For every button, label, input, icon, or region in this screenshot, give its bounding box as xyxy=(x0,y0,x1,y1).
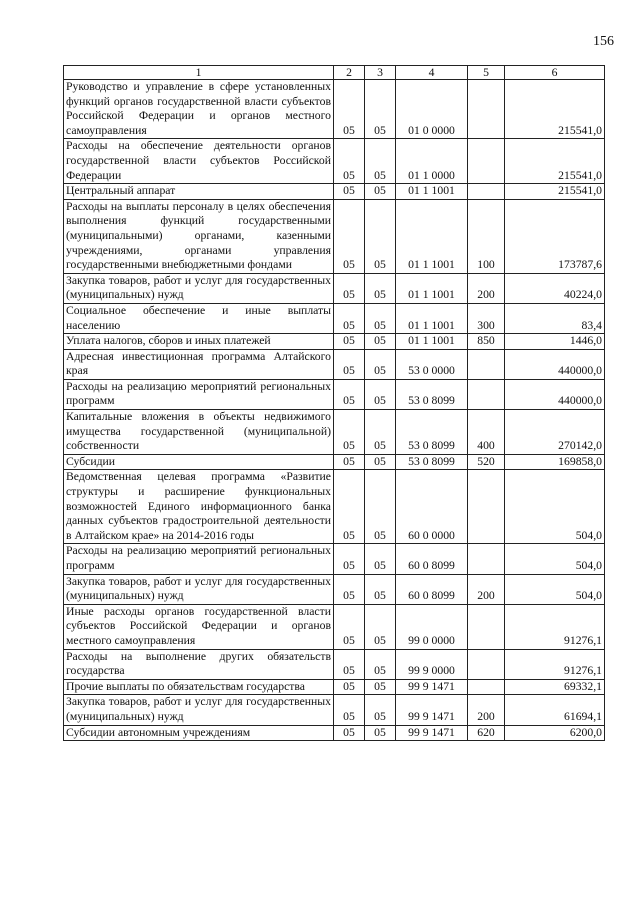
target-article-code: 60 0 0000 xyxy=(396,470,468,544)
header-cell-2: 2 xyxy=(334,66,365,80)
table-row xyxy=(64,199,605,273)
target-article-code: 01 1 1001 xyxy=(396,334,468,350)
section-code: 05 xyxy=(334,199,365,273)
amount: 215541,0 xyxy=(505,139,605,184)
target-article-code: 99 0 0000 xyxy=(396,604,468,649)
table-row xyxy=(64,679,605,695)
row-name: Расходы на выполнение других обязательств государства xyxy=(64,649,334,679)
subsection-code: 05 xyxy=(365,80,396,139)
expense-type-code: 100 xyxy=(468,199,505,273)
row-name: Прочие выплаты по обязательствам государства xyxy=(64,679,334,695)
subsection-code: 05 xyxy=(365,410,396,455)
amount: 169858,0 xyxy=(505,454,605,470)
page-number: 156 xyxy=(593,34,614,49)
expense-type-code: 200 xyxy=(468,273,505,303)
expense-type-code: 200 xyxy=(468,574,505,604)
subsection-code: 05 xyxy=(365,544,396,574)
table-row xyxy=(64,695,605,725)
table-row xyxy=(64,184,605,200)
subsection-code: 05 xyxy=(365,334,396,350)
header-cell-6: 6 xyxy=(505,66,605,80)
row-name: Расходы на обеспечение деятельности органов государственной власти субъектов Российской Федерации xyxy=(64,139,334,184)
section-code: 05 xyxy=(334,695,365,725)
table-row xyxy=(64,139,605,184)
table-row xyxy=(64,470,605,544)
subsection-code: 05 xyxy=(365,695,396,725)
expense-type-code: 300 xyxy=(468,303,505,333)
section-code: 05 xyxy=(334,334,365,350)
target-article-code: 01 1 1001 xyxy=(396,303,468,333)
row-name: Капитальные вложения в объекты недвижимого имущества государственной (муниципальной) собственности xyxy=(64,410,334,455)
expense-type-code: 200 xyxy=(468,695,505,725)
subsection-code: 05 xyxy=(365,184,396,200)
row-name: Иные расходы органов государственной власти субъектов Российской Федерации и органов местного самоуправления xyxy=(64,604,334,649)
subsection-code: 05 xyxy=(365,679,396,695)
expense-type-code xyxy=(468,184,505,200)
amount: 69332,1 xyxy=(505,679,605,695)
expense-type-code xyxy=(468,80,505,139)
amount: 173787,6 xyxy=(505,199,605,273)
row-name: Расходы на реализацию мероприятий региональных программ xyxy=(64,544,334,574)
table-row xyxy=(64,604,605,649)
target-article-code: 99 9 1471 xyxy=(396,679,468,695)
target-article-code: 99 9 1471 xyxy=(396,695,468,725)
subsection-code: 05 xyxy=(365,470,396,544)
row-name: Субсидии xyxy=(64,454,334,470)
target-article-code: 53 0 8099 xyxy=(396,454,468,470)
table-row xyxy=(64,410,605,455)
target-article-code: 60 0 8099 xyxy=(396,574,468,604)
expense-type-code: 520 xyxy=(468,454,505,470)
table-row xyxy=(64,454,605,470)
target-article-code: 60 0 8099 xyxy=(396,544,468,574)
row-name: Закупка товаров, работ и услуг для государственных (муниципальных) нужд xyxy=(64,574,334,604)
section-code: 05 xyxy=(334,139,365,184)
section-code: 05 xyxy=(334,679,365,695)
section-code: 05 xyxy=(334,273,365,303)
subsection-code: 05 xyxy=(365,139,396,184)
amount: 270142,0 xyxy=(505,410,605,455)
expense-type-code xyxy=(468,544,505,574)
subsection-code: 05 xyxy=(365,604,396,649)
row-name: Закупка товаров, работ и услуг для государственных (муниципальных) нужд xyxy=(64,273,334,303)
amount: 40224,0 xyxy=(505,273,605,303)
section-code: 05 xyxy=(334,410,365,455)
amount: 6200,0 xyxy=(505,725,605,741)
amount: 504,0 xyxy=(505,574,605,604)
row-name: Адресная инвестиционная программа Алтайского края xyxy=(64,349,334,379)
amount: 91276,1 xyxy=(505,604,605,649)
section-code: 05 xyxy=(334,303,365,333)
subsection-code: 05 xyxy=(365,199,396,273)
target-article-code: 53 0 8099 xyxy=(396,379,468,409)
amount: 83,4 xyxy=(505,303,605,333)
expense-type-code xyxy=(468,349,505,379)
amount: 61694,1 xyxy=(505,695,605,725)
header-cell-3: 3 xyxy=(365,66,396,80)
expense-type-code: 400 xyxy=(468,410,505,455)
subsection-code: 05 xyxy=(365,649,396,679)
table-header-row xyxy=(64,66,605,80)
expense-type-code: 620 xyxy=(468,725,505,741)
expense-type-code xyxy=(468,649,505,679)
subsection-code: 05 xyxy=(365,574,396,604)
row-name: Закупка товаров, работ и услуг для государственных (муниципальных) нужд xyxy=(64,695,334,725)
amount: 504,0 xyxy=(505,544,605,574)
section-code: 05 xyxy=(334,544,365,574)
section-code: 05 xyxy=(334,184,365,200)
expense-type-code xyxy=(468,470,505,544)
header-cell-5: 5 xyxy=(468,66,505,80)
row-name: Центральный аппарат xyxy=(64,184,334,200)
section-code: 05 xyxy=(334,470,365,544)
table-row xyxy=(64,303,605,333)
header-cell-4: 4 xyxy=(396,66,468,80)
header-cell-1: 1 xyxy=(64,66,334,80)
target-article-code: 53 0 0000 xyxy=(396,349,468,379)
subsection-code: 05 xyxy=(365,379,396,409)
subsection-code: 05 xyxy=(365,349,396,379)
section-code: 05 xyxy=(334,604,365,649)
row-name: Расходы на реализацию мероприятий региональных программ xyxy=(64,379,334,409)
amount: 91276,1 xyxy=(505,649,605,679)
section-code: 05 xyxy=(334,80,365,139)
table-row xyxy=(64,80,605,139)
table-row xyxy=(64,544,605,574)
row-name: Уплата налогов, сборов и иных платежей xyxy=(64,334,334,350)
target-article-code: 01 1 1001 xyxy=(396,184,468,200)
section-code: 05 xyxy=(334,649,365,679)
target-article-code: 01 1 1001 xyxy=(396,199,468,273)
table-row xyxy=(64,349,605,379)
expense-type-code xyxy=(468,379,505,409)
expense-type-code xyxy=(468,679,505,695)
section-code: 05 xyxy=(334,454,365,470)
table-row xyxy=(64,334,605,350)
section-code: 05 xyxy=(334,725,365,741)
budget-table xyxy=(63,65,605,741)
target-article-code: 99 9 0000 xyxy=(396,649,468,679)
amount: 504,0 xyxy=(505,470,605,544)
expense-type-code xyxy=(468,139,505,184)
target-article-code: 01 1 1001 xyxy=(396,273,468,303)
subsection-code: 05 xyxy=(365,454,396,470)
table-row xyxy=(64,649,605,679)
table-row xyxy=(64,379,605,409)
row-name: Ведомственная целевая программа «Развитие структуры и расширение функциональных возможностей Единого информационного банка данных субъектов градостроительной деятельности в Алтайском крае» на 2014-2016 годы xyxy=(64,470,334,544)
table-row xyxy=(64,273,605,303)
amount: 1446,0 xyxy=(505,334,605,350)
amount: 215541,0 xyxy=(505,80,605,139)
table-row xyxy=(64,574,605,604)
subsection-code: 05 xyxy=(365,303,396,333)
target-article-code: 53 0 8099 xyxy=(396,410,468,455)
subsection-code: 05 xyxy=(365,273,396,303)
section-code: 05 xyxy=(334,574,365,604)
expense-type-code xyxy=(468,604,505,649)
expense-type-code: 850 xyxy=(468,334,505,350)
section-code: 05 xyxy=(334,349,365,379)
row-name: Социальное обеспечение и иные выплаты населению xyxy=(64,303,334,333)
row-name: Расходы на выплаты персоналу в целях обеспечения выполнения функций государственными (муниципальными) органами, казенными учреждениями, органами управления государственными внебюджетными фондами xyxy=(64,199,334,273)
table-body xyxy=(64,66,605,741)
amount: 215541,0 xyxy=(505,184,605,200)
table-row xyxy=(64,725,605,741)
subsection-code: 05 xyxy=(365,725,396,741)
amount: 440000,0 xyxy=(505,349,605,379)
amount: 440000,0 xyxy=(505,379,605,409)
row-name: Руководство и управление в сфере установленных функций органов государственной власти субъектов Российской Федерации и органов местного самоуправления xyxy=(64,80,334,139)
target-article-code: 01 0 0000 xyxy=(396,80,468,139)
target-article-code: 99 9 1471 xyxy=(396,725,468,741)
section-code: 05 xyxy=(334,379,365,409)
target-article-code: 01 1 0000 xyxy=(396,139,468,184)
row-name: Субсидии автономным учреждениям xyxy=(64,725,334,741)
